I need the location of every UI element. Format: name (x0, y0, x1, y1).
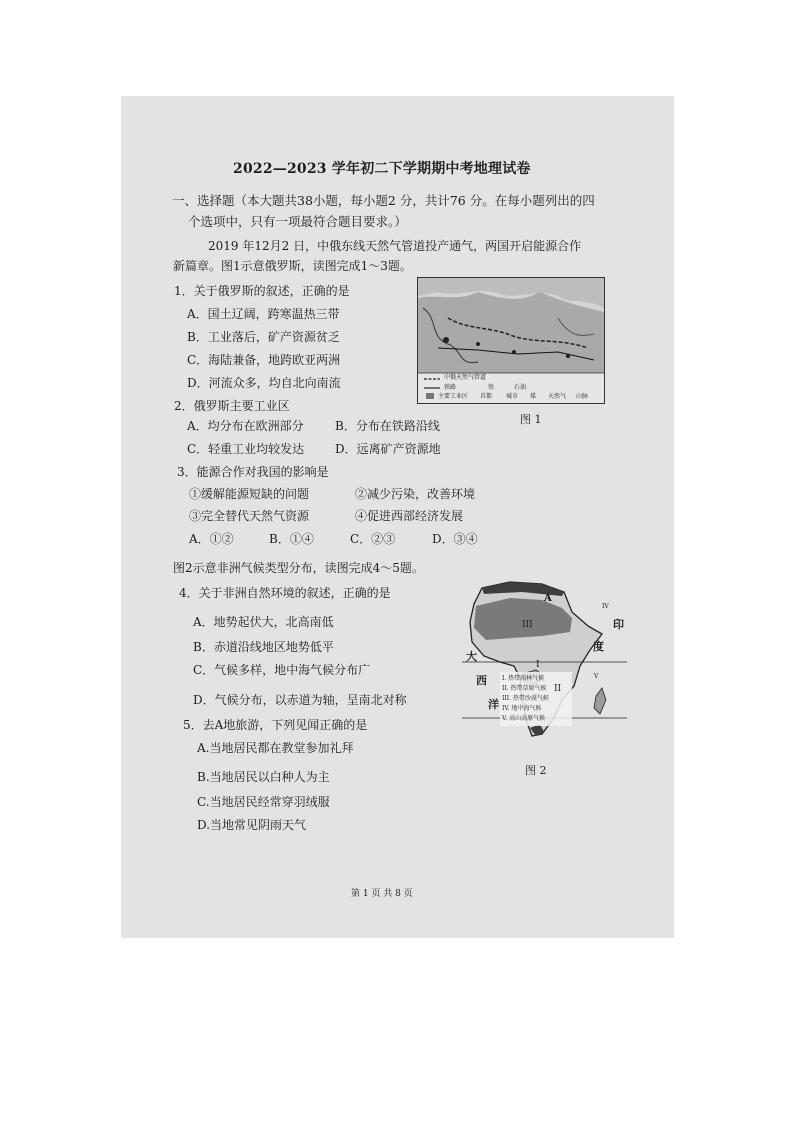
question-4-option-b: B．赤道沿线地区地势低平 (193, 640, 334, 654)
fig2-zone-iv: IV (602, 603, 609, 610)
question-3-option-c: C．②③ (350, 532, 396, 546)
question-3-option-d: D．③④ (432, 532, 478, 546)
intro-paragraph-line2: 新篇章。图1示意俄罗斯，读图完成1～3题。 (173, 259, 412, 273)
page-footer: 第 1 页 共 8 页 (351, 889, 413, 899)
intro-paragraph-figure-2: 图2示意非洲气候类型分布，读图完成4～5题。 (173, 561, 424, 575)
question-5-option-a: A.当地居民都在教堂参加礼拜 (197, 741, 354, 755)
question-3-item-1: ①缓解能源短缺的问题 (189, 487, 310, 501)
fig1-legend-city: 城市 (506, 393, 519, 400)
fig2-zone-v: V (594, 673, 599, 680)
question-4-stem: 4．关于非洲自然环境的叙述，正确的是 (179, 586, 391, 600)
fig2-label-a: A (544, 593, 552, 604)
fig1-legend-industrial-zone: 主要工业区 (438, 393, 469, 400)
question-3-item-3: ③完全替代天然气资源 (189, 509, 310, 523)
question-1-option-d: D．河流众多，均自北向南流 (187, 376, 341, 390)
question-4-option-d: D．气候分布，以赤道为轴，呈南北对称 (193, 693, 407, 707)
fig1-legend-capital: 首都 (480, 393, 493, 400)
figure-2-africa-map (462, 578, 627, 746)
question-3-stem: 3．能源合作对我国的影响是 (177, 465, 329, 479)
question-3-option-a: A．①② (189, 532, 234, 546)
question-3-item-2: ②减少污染，改善环境 (355, 487, 476, 501)
fig1-legend-mountain: 山脉 (576, 393, 589, 400)
question-1-option-b: B．工业落后，矿产资源贫乏 (187, 330, 340, 344)
fig1-legend-oil: 石油 (514, 384, 527, 391)
question-3-option-b: B．①④ (269, 532, 314, 546)
figure-1-caption: 图 1 (520, 413, 542, 426)
fig2-legend-5: V. 高山高原气候 (502, 715, 546, 722)
fig2-zone-i: I (536, 660, 540, 670)
question-2-option-a: A．均分布在欧洲部分 (187, 419, 304, 433)
section-heading-line1: 一、选择题（本大题共38小题，每小题2 分，共计76 分。在每小题列出的四 (172, 193, 595, 208)
figure-2-caption: 图 2 (525, 764, 547, 777)
question-5-option-b: B.当地居民以白种人为主 (197, 770, 330, 784)
fig2-legend-2: II. 热带草原气候 (502, 685, 547, 692)
fig2-legend-4: IV. 地中海气候 (502, 705, 542, 712)
question-3-item-4: ④促进西部经济发展 (355, 509, 464, 523)
intro-paragraph-line1: 2019 年12月2 日，中俄东线天然气管道投产通气，两国开启能源合作 (208, 239, 582, 253)
fig1-legend-pipeline: 中俄天然气管道 (444, 374, 487, 381)
question-4-option-c: C．气候多样，地中海气候分布广 (193, 663, 371, 677)
fig2-text-xi: 西 (476, 674, 487, 687)
fig1-legend-coal: 煤 (530, 393, 537, 400)
question-2-option-b: B．分布在铁路沿线 (335, 419, 440, 433)
fig2-zone-iii: III (522, 620, 533, 630)
fig1-legend-gas: 天然气 (548, 393, 567, 400)
fig2-text-da: 大 (466, 650, 477, 663)
figure-1-russia-map (417, 277, 605, 404)
section-heading-line2: 个选项中，只有一项最符合题目要求。） (188, 214, 407, 229)
fig2-text-du: 度 (593, 640, 604, 653)
fig2-legend-1: I. 热带雨林气候 (502, 675, 545, 682)
fig2-legend-3: III. 热带沙漠气候 (502, 695, 549, 702)
fig1-legend-iron: 铁 (488, 384, 495, 391)
fig2-zone-ii: II (554, 684, 562, 694)
question-1-stem: 1．关于俄罗斯的叙述，正确的是 (174, 284, 350, 298)
question-5-option-d: D.当地常见阴雨天气 (197, 818, 307, 832)
question-4-option-a: A．地势起伏大，北高南低 (193, 615, 334, 629)
question-1-option-c: C．海陆兼备，地跨欧亚两洲 (187, 353, 341, 367)
question-2-option-c: C．轻重工业均较发达 (187, 442, 305, 456)
question-5-option-c: C.当地居民经常穿羽绒服 (197, 795, 330, 809)
question-1-option-a: A．国土辽阔，跨寒温热三带 (187, 307, 340, 321)
fig1-legend-railway: 铁路 (444, 384, 457, 391)
question-2-stem: 2．俄罗斯主要工业区 (174, 399, 290, 413)
question-2-option-d: D．远离矿产资源地 (335, 442, 441, 456)
question-5-stem: 5．去A地旅游，下列见闻正确的是 (183, 718, 368, 732)
exam-title: 2022—2023 学年初二下学期期中考地理试卷 (233, 161, 531, 177)
fig2-text-yin: 印 (613, 618, 624, 631)
exam-page (121, 96, 674, 938)
fig2-text-yang: 洋 (488, 698, 499, 711)
